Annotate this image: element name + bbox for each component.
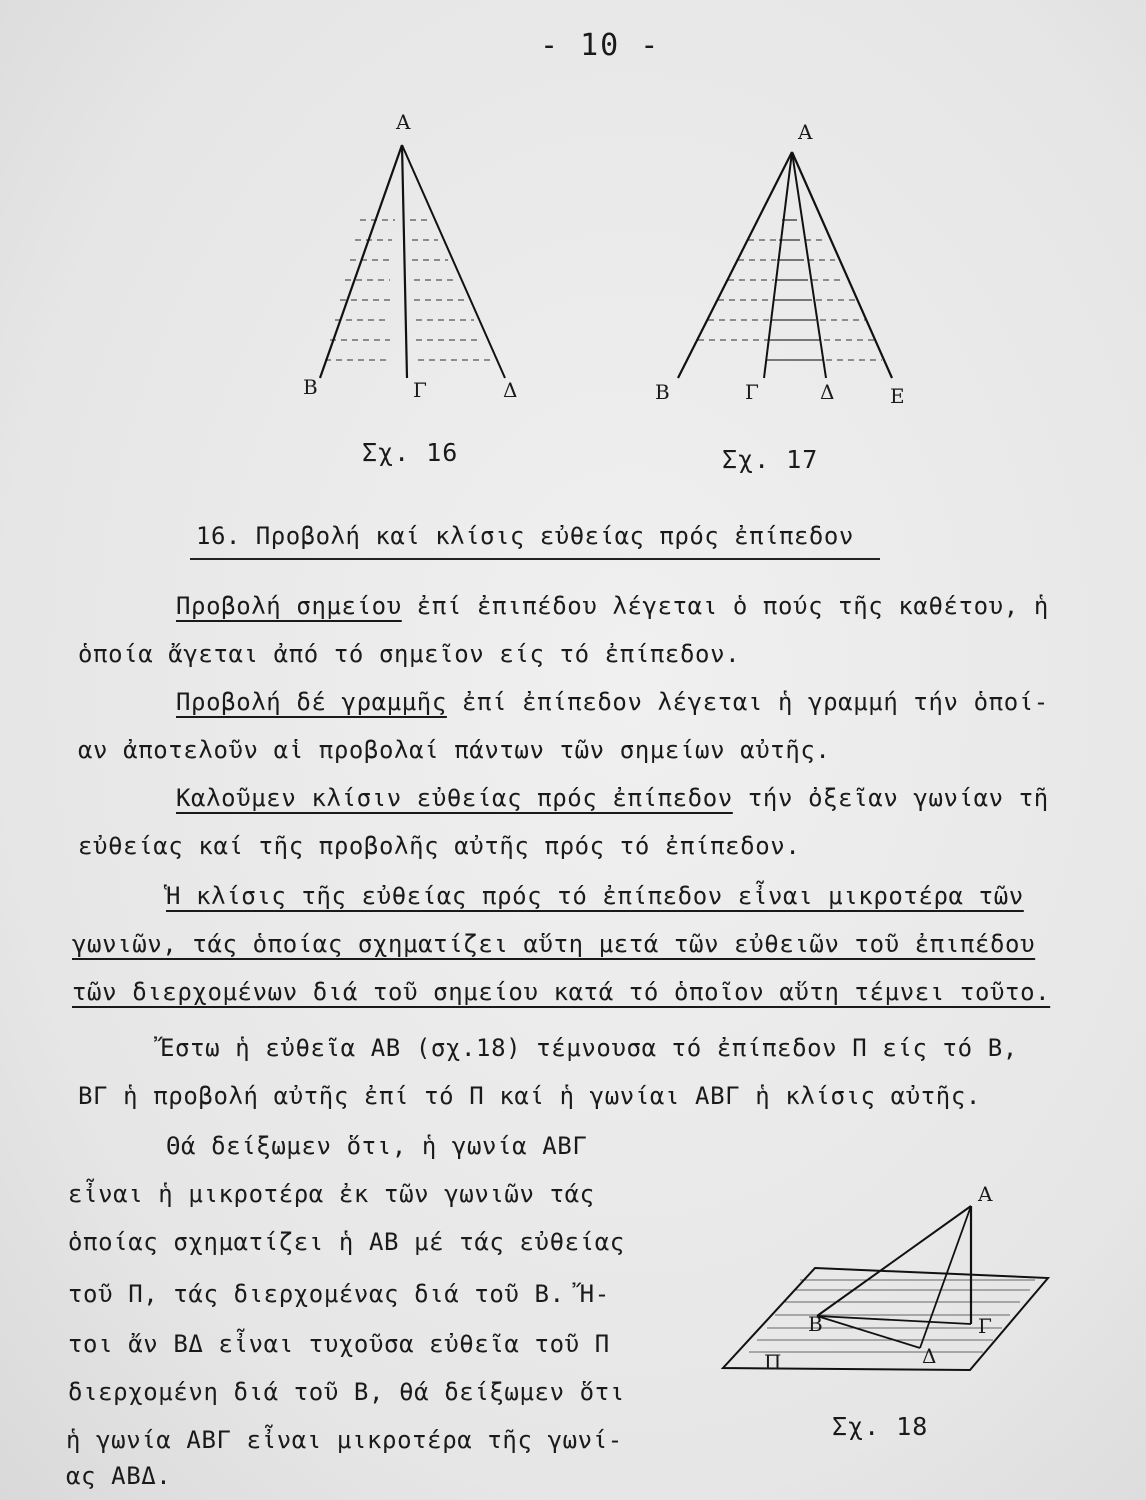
heading-underline bbox=[190, 558, 880, 560]
fig17-label-b: Β bbox=[655, 380, 670, 404]
p4-line-2: γωνιῶν, τάς ὁποίας σχηματίζει αὕτη μετά τῶν εὐθειῶν τοῦ ἐπιπέδου bbox=[72, 930, 1036, 958]
p6-line-3: ὁποίας σχηματίζει ἡ ΑΒ μέ τάς εὐθείας bbox=[68, 1228, 625, 1256]
p1-rest: ἐπί ἐπιπέδου λέγεται ὁ πούς τῆς καθέτου, ἡ bbox=[401, 592, 1049, 620]
p6-line-8: ας ΑΒΔ. bbox=[66, 1462, 172, 1490]
p4-line-1: Ἡ κλίσις τῆς εὐθείας πρός τό ἐπίπεδον εἶναι μικροτέρα τῶν bbox=[166, 882, 1024, 910]
fig18-label-d: Δ bbox=[922, 1344, 937, 1368]
fig16-label-right: Δ bbox=[503, 378, 518, 402]
p4-line-3: τῶν διερχομένων διά τοῦ σημείου κατά τό ὁποῖον αὕτη τέμνει τοῦτο. bbox=[72, 978, 1051, 1006]
figure-17 bbox=[660, 130, 910, 410]
fig17-label-apex: Α bbox=[798, 120, 813, 144]
p5-line-1: Ἔστω ἡ εὐθεῖα ΑΒ (σχ.18) τέμνουσα τό ἐπίπεδον Π είς τό Β, bbox=[160, 1034, 1018, 1062]
fig16-caption: Σχ. 16 bbox=[362, 438, 459, 467]
p3-term: Καλοῦμεν κλίσιν εὐθείας πρός ἐπίπεδον bbox=[176, 784, 733, 812]
p6-line-1: Θά δείξωμεν ὅτι, ἡ γωνία ΑΒΓ bbox=[166, 1132, 588, 1160]
fig18-label-p: Π bbox=[764, 1350, 782, 1374]
p6-line-5: τοι ἄν ΒΔ εἶναι τυχοῦσα εὐθεῖα τοῦ Π bbox=[68, 1330, 610, 1358]
p3-line-2: εὐθείας καί τῆς προβολῆς αὐτῆς πρός τό ἐπίπεδον. bbox=[78, 832, 801, 860]
p3-line-1 bbox=[176, 784, 1049, 812]
p1-term: Προβολή σημείου bbox=[176, 592, 402, 620]
p6-line-6: διερχομένη διά τοῦ Β, θά δείξωμεν ὅτι bbox=[68, 1378, 625, 1406]
fig17-label-g: Γ bbox=[745, 380, 759, 404]
p2-line-1 bbox=[176, 688, 1049, 716]
p2-term: Προβολή δέ γραμμῆς bbox=[176, 688, 447, 716]
fig18-label-a: Α bbox=[978, 1182, 993, 1206]
fig17-label-e: Ε bbox=[890, 384, 905, 408]
fig16-label-left: Β bbox=[303, 375, 318, 399]
fig18-caption: Σχ. 18 bbox=[832, 1412, 929, 1441]
p2-line-2: αν ἀποτελοῦν αἱ προβολαί πάντων τῶν σημείων αὐτῆς. bbox=[78, 736, 831, 764]
p6-line-2: εἶναι ἡ μικροτέρα ἐκ τῶν γωνιῶν τάς bbox=[68, 1180, 595, 1208]
fig18-label-g: Γ bbox=[978, 1314, 992, 1338]
p1-line-1 bbox=[176, 592, 1049, 620]
figure-16 bbox=[290, 110, 530, 410]
fig16-label-apex: Α bbox=[396, 110, 411, 134]
p2-rest: ἐπί ἐπίπεδον λέγεται ἡ γραμμή τήν ὁποί- bbox=[446, 688, 1049, 716]
fig17-caption: Σχ. 17 bbox=[722, 445, 819, 474]
p1-line-2: ὁποία ἄγεται ἀπό τό σημεῖον είς τό ἐπίπεδον. bbox=[78, 640, 741, 668]
p3-rest: τήν ὀξεῖαν γωνίαν τῆ bbox=[732, 784, 1049, 812]
section-heading: 16. Προβολή καί κλίσις εὐθείας πρός ἐπίπεδον bbox=[196, 522, 854, 550]
p6-line-7: ἡ γωνία ΑΒΓ εἶναι μικροτέρα τῆς γωνί- bbox=[66, 1426, 623, 1454]
p5-line-2: ΒΓ ἡ προβολή αὐτῆς ἐπί τό Π καί ἡ γωνίαι ΑΒΓ ἡ κλίσις αὐτῆς. bbox=[78, 1082, 981, 1110]
fig16-label-mid: Γ bbox=[413, 378, 427, 402]
page-number: - 10 - bbox=[540, 28, 661, 63]
fig17-label-d: Δ bbox=[820, 380, 835, 404]
p6-line-4: τοῦ Π, τάς διερχομένας διά τοῦ Β. Ἤ- bbox=[68, 1280, 610, 1308]
fig18-label-b: Β bbox=[808, 1312, 823, 1336]
